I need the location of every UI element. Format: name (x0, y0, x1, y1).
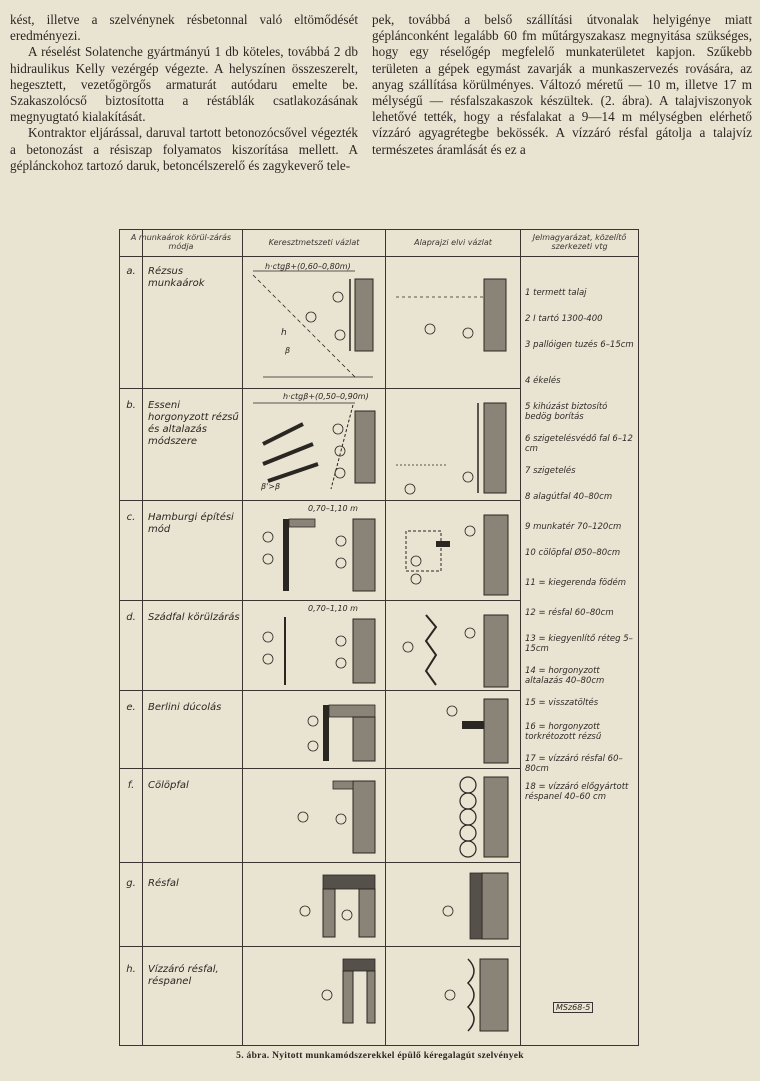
legend-item: 13 = kiegyenlítő réteg 5–15cm (525, 634, 633, 654)
legend-item: 12 = résfal 60–80cm (525, 608, 614, 618)
sketch-a-plan (386, 257, 520, 388)
row-name: Hamburgi építési mód (148, 512, 234, 535)
sketch-h-plan (386, 947, 520, 1043)
legend-item: 4 ékelés (525, 376, 561, 386)
sketch-a-cross-section (243, 257, 385, 388)
dimension-label: h·ctgβ+(0,50–0,90m) (283, 392, 369, 401)
sketch-h-cross-section (243, 947, 385, 1043)
row-name: Résfal (148, 878, 179, 889)
sketch-c-cross-section (243, 501, 385, 600)
paragraph: Kontraktor eljárással, daruval tartott betonozócsővel végezték a betonozást a résiszap folyamatos kiszorítása mellett. A géplánckohoz tartozó daruk, betoncélszerelő és zagykeverő tele- (10, 125, 358, 173)
sketch-g-cross-section (243, 863, 385, 946)
header-cross-section: Keresztmetszeti vázlat (268, 238, 360, 247)
row-letter: a. (126, 266, 136, 277)
row-letter: h. (126, 964, 136, 975)
legend-item: 7 szigetelés (525, 466, 576, 476)
text-column-right (372, 12, 752, 158)
legend-item: 11 = kiegerenda födém (525, 578, 626, 588)
dimension-label: 0,70–1,10 m (308, 604, 358, 613)
legend-item: 10 cölöpfal Ø50–80cm (525, 548, 621, 558)
dimension-label: 0,70–1,10 m (308, 504, 358, 513)
row-name: Vízzáró résfal, réspanel (148, 964, 219, 987)
figure-code: MSz68-5 (553, 1002, 593, 1013)
row-letter: f. (127, 780, 135, 791)
svg-text:β: β (285, 346, 291, 355)
divider (142, 230, 143, 1045)
header-legend: Jelmagyarázat, közelítő szerkezeti vtg (532, 233, 627, 251)
svg-text:h: h (281, 328, 287, 338)
legend-item: 6 szigetelésvédő fal 6–12 cm (525, 434, 633, 454)
row-name: Szádfal körülzárás (148, 612, 240, 623)
legend-item: 15 = visszatöltés (525, 698, 599, 708)
row-letter: e. (126, 702, 136, 713)
sketch-d-cross-section (243, 601, 385, 690)
sketch-d-plan (386, 601, 520, 690)
sketch-f-cross-section (243, 769, 385, 862)
legend-item: 8 alagútfal 40–80cm (525, 492, 613, 502)
paragraph: pek, továbbá a belső szállítási útvonalak helyigénye miatt géplánconként legalább 60 fm műtárgyszakasz megnyitása szükséges, hogy egy réselőgép megfelelő munkaterületet kapjon. Szűkebb területen a gépek egymást zavarják a munkaszervezés rovására, az anyag szállítása körülményes. Változó méretű — 10 m, illetve 17 m mélységű — résfalszakaszok készültek. (2. ábra). A talajviszonyok lehetővé tették, hogy a résfalakat a 9—14 m mélységben elérhető vízzáró agyagrétegbe bekössék. A vízzáró résfal gátolja a talajvíz természetes áramlását és ez a (372, 12, 752, 157)
legend-item: 16 = horgonyzott torkrétozott rézsű (525, 722, 602, 742)
sketch-b-cross-section (243, 389, 385, 500)
legend-item: 3 pallóigen tuzés 6–15cm (525, 340, 634, 350)
row-letter: g. (126, 878, 136, 889)
sketch-e-plan (386, 691, 520, 768)
text-column-left (10, 12, 358, 174)
row-name: Cölöpfal (148, 780, 189, 791)
paragraph: A réselést Solatenche gyártmányú 1 db köteles, továbbá 2 db hidraulikus Kelly vezérgép végezte. A helyszínen összeszerelt, hegesztett, vezetőgörgős armaturát autódaru emelte be. Szakaszolócső biztosította a réstáblák csatlakozásának megnyugtató kialakítását. (10, 44, 358, 125)
figure-table (119, 229, 639, 1046)
sketch-e-cross-section (243, 691, 385, 768)
header-method: A munkaárok körül-zárás módja (130, 233, 232, 251)
row-letter: d. (126, 612, 136, 623)
sketch-c-plan (386, 501, 520, 600)
legend-item: 17 = vízzáró résfal 60–80cm (525, 754, 623, 774)
sketch-g-plan (386, 863, 520, 946)
row-letter: c. (126, 512, 136, 523)
legend-item: 14 = horgonyzott altalazás 40–80cm (525, 666, 605, 686)
row-name: Esseni horgonyzott rézsű és altalazás módszere (148, 400, 239, 447)
row-name: Rézsus munkaárok (148, 266, 205, 289)
legend-item: 2 I tartó 1300-400 (525, 314, 603, 324)
row-letter: b. (126, 400, 136, 411)
dimension-label: h·ctgβ+(0,60–0,80m) (265, 262, 351, 271)
angle-label: β'>β (261, 482, 281, 491)
paragraph: kést, illetve a szelvénynek résbetonnal való eltömődését eredményezi. (10, 12, 358, 44)
legend-item: 18 = vízzáró előgyártott réspanel 40–60 cm (525, 782, 629, 802)
sketch-b-plan (386, 389, 520, 500)
divider (520, 230, 521, 1045)
legend-item: 5 kihúzást biztosító bedög borítás (525, 402, 608, 422)
legend-item: 9 munkatér 70–120cm (525, 522, 622, 532)
sketch-f-plan (386, 769, 520, 862)
row-name: Berlini dúcolás (148, 702, 222, 713)
legend-item: 1 termett talaj (525, 288, 587, 298)
figure-caption: 5. ábra. Nyitott munkamódszerekkel épülő kéregalagút szelvények (236, 1051, 524, 1061)
header-plan: Alaprajzi elvi vázlat (414, 238, 492, 247)
